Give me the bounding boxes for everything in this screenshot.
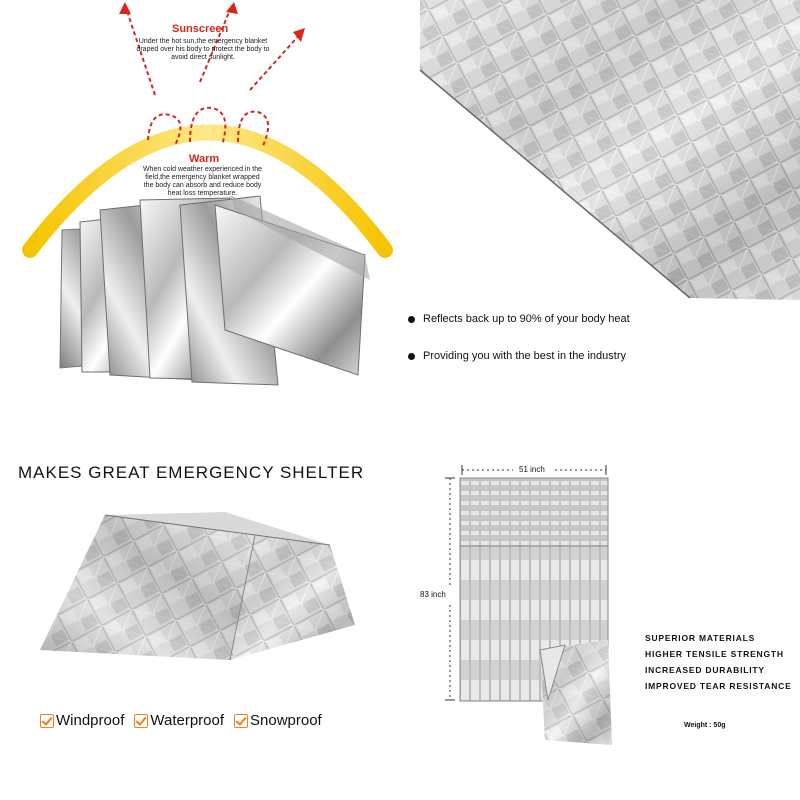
bullet-text: Providing you with the best in the industry (423, 350, 627, 362)
warm-description: When cold weather experienced in the field,the emergency blanket wrapped the body can absorb and reduce body heat loss temperature. (142, 166, 263, 197)
height-label: 83 inch (420, 590, 446, 599)
warm-title: Warm (189, 153, 220, 165)
feature-list (40, 712, 322, 729)
stacked-blankets (60, 195, 370, 385)
spec-item: HIGHER TENSILE STRENGTH (645, 649, 784, 659)
feature-label: Waterproof (150, 712, 225, 729)
bullet-text: Reflects back up to 90% of your body heat (423, 313, 630, 325)
feature-label: Snowproof (250, 712, 322, 729)
tent-image (40, 512, 355, 660)
spec-list (645, 630, 792, 694)
dimension-blanket (460, 478, 612, 745)
feature-label: Windproof (56, 712, 125, 729)
sunscreen-description: Under the hot sun,the emergency blanket draped over his body to protect the body to avoid direct sunlight. (136, 38, 270, 61)
checkmark-icon (134, 714, 148, 728)
weight-label: Weight : 50g (684, 722, 726, 729)
foil-closeup (420, 0, 800, 300)
sunscreen-title: Sunscreen (172, 23, 229, 35)
checkmark-icon (234, 714, 248, 728)
width-label: 51 inch (519, 465, 545, 474)
feature-snowproof (234, 712, 322, 729)
bullet-best-industry (408, 350, 626, 362)
feature-windproof (40, 712, 124, 729)
feature-waterproof (134, 712, 224, 729)
checkmark-icon (40, 714, 54, 728)
spec-item: IMPROVED TEAR RESISTANCE (645, 681, 792, 691)
spec-item: SUPERIOR MATERIALS (645, 633, 756, 643)
spec-item: INCREASED DURABILITY (645, 665, 765, 675)
bullet-icon (408, 353, 415, 360)
bullet-icon (408, 316, 415, 323)
arrow-heads (119, 2, 305, 42)
shelter-heading: MAKES GREAT EMERGENCY SHELTER (18, 463, 365, 482)
bullet-heat-reflection (408, 313, 630, 325)
